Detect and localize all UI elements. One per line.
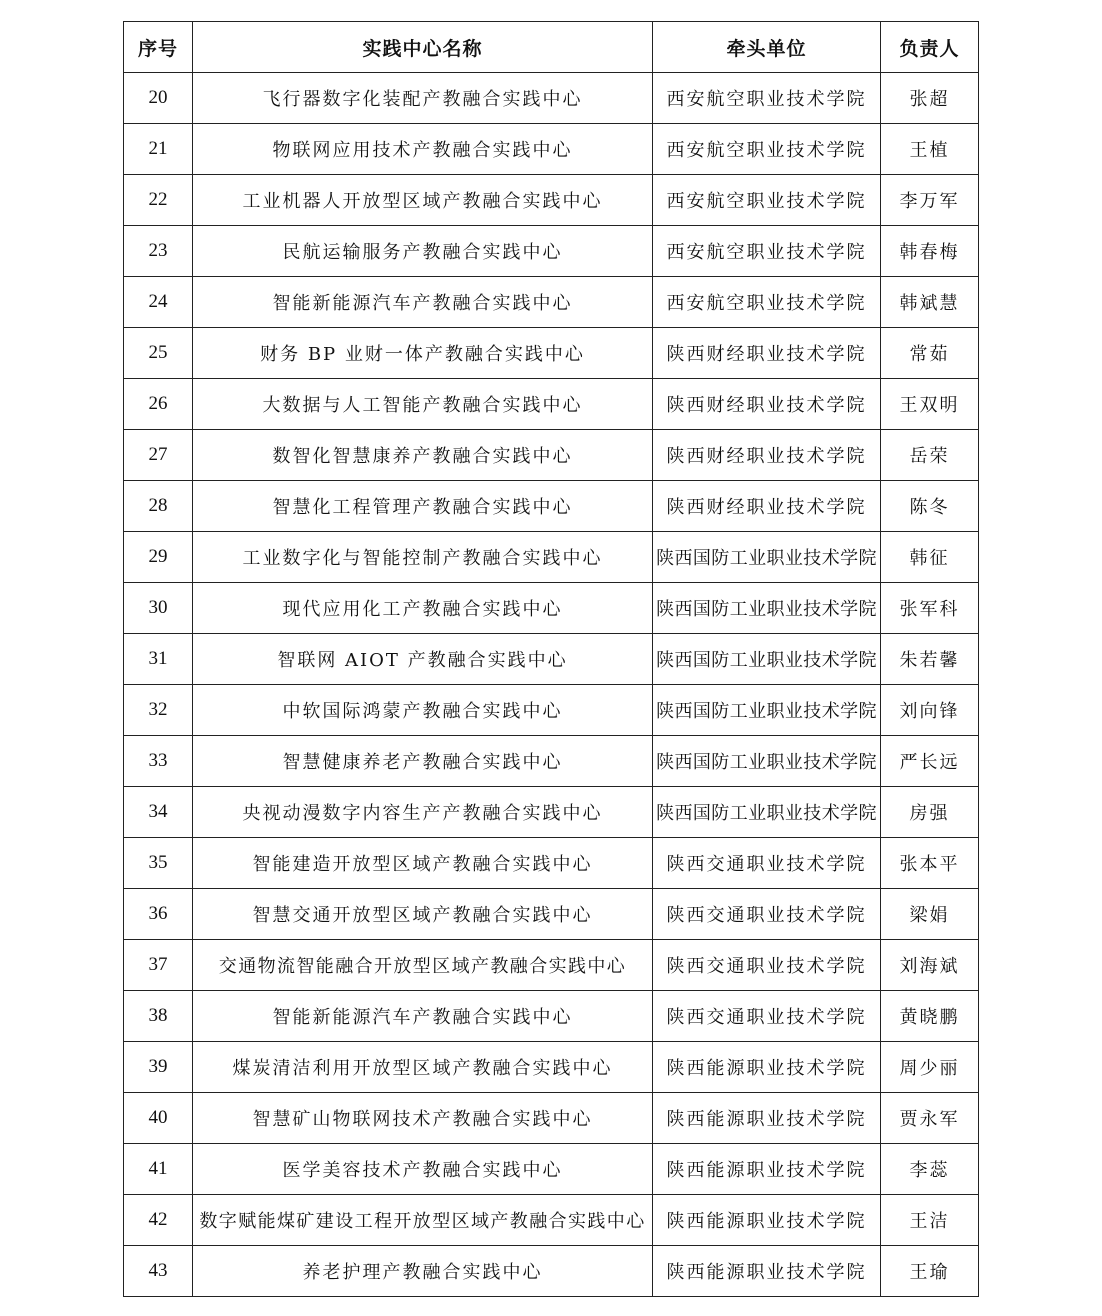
- table-row: [124, 1042, 979, 1093]
- cell-lead-unit: 陕西财经职业技术学院: [653, 328, 881, 379]
- cell-no: 29: [124, 532, 193, 583]
- table-header-row: [124, 22, 979, 73]
- table-row: [124, 124, 979, 175]
- cell-no: 33: [124, 736, 193, 787]
- table-body: [124, 73, 979, 1297]
- cell-center-name: 养老护理产教融合实践中心: [193, 1246, 653, 1297]
- cell-center-name: 中软国际鸿蒙产教融合实践中心: [193, 685, 653, 736]
- cell-no: 39: [124, 1042, 193, 1093]
- cell-lead-unit: 陕西交通职业技术学院: [653, 889, 881, 940]
- practice-center-table-container: [123, 21, 978, 1297]
- cell-center-name: 医学美容技术产教融合实践中心: [193, 1144, 653, 1195]
- header-person: 负责人: [881, 22, 979, 73]
- cell-person-in-charge: 张军科: [881, 583, 979, 634]
- cell-no: 25: [124, 328, 193, 379]
- table-row: [124, 1144, 979, 1195]
- cell-center-name: 智慧化工程管理产教融合实践中心: [193, 481, 653, 532]
- table-row: [124, 430, 979, 481]
- table-row: [124, 736, 979, 787]
- cell-center-name: 央视动漫数字内容生产产教融合实践中心: [193, 787, 653, 838]
- table-row: [124, 175, 979, 226]
- cell-center-name: 大数据与人工智能产教融合实践中心: [193, 379, 653, 430]
- cell-no: 34: [124, 787, 193, 838]
- cell-lead-unit: 陕西交通职业技术学院: [653, 838, 881, 889]
- cell-center-name: 现代应用化工产教融合实践中心: [193, 583, 653, 634]
- cell-person-in-charge: 李万军: [881, 175, 979, 226]
- cell-person-in-charge: 刘向锋: [881, 685, 979, 736]
- header-no: 序号: [124, 22, 193, 73]
- cell-no: 35: [124, 838, 193, 889]
- cell-person-in-charge: 韩斌慧: [881, 277, 979, 328]
- cell-lead-unit: 西安航空职业技术学院: [653, 73, 881, 124]
- cell-center-name: 工业机器人开放型区域产教融合实践中心: [193, 175, 653, 226]
- cell-person-in-charge: 朱若馨: [881, 634, 979, 685]
- cell-no: 32: [124, 685, 193, 736]
- cell-lead-unit: 陕西国防工业职业技术学院: [653, 634, 881, 685]
- cell-lead-unit: 陕西财经职业技术学院: [653, 379, 881, 430]
- cell-center-name: 物联网应用技术产教融合实践中心: [193, 124, 653, 175]
- cell-person-in-charge: 周少丽: [881, 1042, 979, 1093]
- cell-center-name: 财务 BP 业财一体产教融合实践中心: [193, 328, 653, 379]
- cell-person-in-charge: 刘海斌: [881, 940, 979, 991]
- cell-no: 21: [124, 124, 193, 175]
- header-name: 实践中心名称: [193, 22, 653, 73]
- cell-no: 37: [124, 940, 193, 991]
- cell-lead-unit: 西安航空职业技术学院: [653, 175, 881, 226]
- cell-center-name: 智能新能源汽车产教融合实践中心: [193, 277, 653, 328]
- cell-center-name: 智能建造开放型区域产教融合实践中心: [193, 838, 653, 889]
- table-row: [124, 1195, 979, 1246]
- cell-center-name: 智能新能源汽车产教融合实践中心: [193, 991, 653, 1042]
- practice-center-table: [123, 21, 979, 1297]
- cell-person-in-charge: 王瑜: [881, 1246, 979, 1297]
- cell-person-in-charge: 梁娟: [881, 889, 979, 940]
- cell-center-name: 智慧交通开放型区域产教融合实践中心: [193, 889, 653, 940]
- cell-person-in-charge: 王洁: [881, 1195, 979, 1246]
- cell-no: 43: [124, 1246, 193, 1297]
- table-row: [124, 634, 979, 685]
- table-row: [124, 277, 979, 328]
- cell-no: 41: [124, 1144, 193, 1195]
- cell-person-in-charge: 陈冬: [881, 481, 979, 532]
- table-row: [124, 991, 979, 1042]
- cell-center-name: 智慧健康养老产教融合实践中心: [193, 736, 653, 787]
- cell-lead-unit: 陕西国防工业职业技术学院: [653, 583, 881, 634]
- table-row: [124, 787, 979, 838]
- table-row: [124, 73, 979, 124]
- cell-lead-unit: 西安航空职业技术学院: [653, 226, 881, 277]
- table-row: [124, 1246, 979, 1297]
- cell-lead-unit: 陕西国防工业职业技术学院: [653, 685, 881, 736]
- cell-center-name: 数字赋能煤矿建设工程开放型区域产教融合实践中心: [193, 1195, 653, 1246]
- table-row: [124, 226, 979, 277]
- table-row: [124, 940, 979, 991]
- cell-no: 26: [124, 379, 193, 430]
- table-row: [124, 583, 979, 634]
- cell-no: 38: [124, 991, 193, 1042]
- cell-lead-unit: 陕西国防工业职业技术学院: [653, 532, 881, 583]
- table-row: [124, 838, 979, 889]
- cell-lead-unit: 陕西交通职业技术学院: [653, 991, 881, 1042]
- cell-lead-unit: 陕西财经职业技术学院: [653, 430, 881, 481]
- cell-person-in-charge: 张超: [881, 73, 979, 124]
- cell-person-in-charge: 李蕊: [881, 1144, 979, 1195]
- cell-no: 30: [124, 583, 193, 634]
- table-row: [124, 379, 979, 430]
- cell-person-in-charge: 王双明: [881, 379, 979, 430]
- cell-no: 20: [124, 73, 193, 124]
- cell-person-in-charge: 韩春梅: [881, 226, 979, 277]
- table-row: [124, 685, 979, 736]
- cell-person-in-charge: 岳荣: [881, 430, 979, 481]
- cell-person-in-charge: 韩征: [881, 532, 979, 583]
- cell-no: 31: [124, 634, 193, 685]
- table-row: [124, 1093, 979, 1144]
- cell-lead-unit: 西安航空职业技术学院: [653, 277, 881, 328]
- cell-person-in-charge: 黄晓鹏: [881, 991, 979, 1042]
- cell-center-name: 交通物流智能融合开放型区域产教融合实践中心: [193, 940, 653, 991]
- table-row: [124, 328, 979, 379]
- cell-person-in-charge: 常茹: [881, 328, 979, 379]
- cell-lead-unit: 陕西财经职业技术学院: [653, 481, 881, 532]
- cell-lead-unit: 陕西能源职业技术学院: [653, 1093, 881, 1144]
- cell-person-in-charge: 王植: [881, 124, 979, 175]
- cell-center-name: 民航运输服务产教融合实践中心: [193, 226, 653, 277]
- table-row: [124, 481, 979, 532]
- cell-lead-unit: 陕西交通职业技术学院: [653, 940, 881, 991]
- cell-center-name: 煤炭清洁利用开放型区域产教融合实践中心: [193, 1042, 653, 1093]
- cell-lead-unit: 陕西能源职业技术学院: [653, 1195, 881, 1246]
- cell-lead-unit: 陕西能源职业技术学院: [653, 1042, 881, 1093]
- cell-lead-unit: 陕西能源职业技术学院: [653, 1246, 881, 1297]
- cell-no: 23: [124, 226, 193, 277]
- cell-no: 24: [124, 277, 193, 328]
- table-row: [124, 532, 979, 583]
- cell-no: 27: [124, 430, 193, 481]
- cell-person-in-charge: 房强: [881, 787, 979, 838]
- cell-lead-unit: 陕西能源职业技术学院: [653, 1144, 881, 1195]
- cell-person-in-charge: 张本平: [881, 838, 979, 889]
- cell-no: 22: [124, 175, 193, 226]
- cell-no: 28: [124, 481, 193, 532]
- cell-no: 36: [124, 889, 193, 940]
- header-unit: 牵头单位: [653, 22, 881, 73]
- cell-center-name: 数智化智慧康养产教融合实践中心: [193, 430, 653, 481]
- cell-center-name: 工业数字化与智能控制产教融合实践中心: [193, 532, 653, 583]
- cell-no: 40: [124, 1093, 193, 1144]
- cell-no: 42: [124, 1195, 193, 1246]
- cell-center-name: 智慧矿山物联网技术产教融合实践中心: [193, 1093, 653, 1144]
- cell-center-name: 智联网 AIOT 产教融合实践中心: [193, 634, 653, 685]
- cell-lead-unit: 陕西国防工业职业技术学院: [653, 787, 881, 838]
- cell-lead-unit: 陕西国防工业职业技术学院: [653, 736, 881, 787]
- cell-person-in-charge: 贾永军: [881, 1093, 979, 1144]
- cell-lead-unit: 西安航空职业技术学院: [653, 124, 881, 175]
- cell-person-in-charge: 严长远: [881, 736, 979, 787]
- cell-center-name: 飞行器数字化装配产教融合实践中心: [193, 73, 653, 124]
- table-row: [124, 889, 979, 940]
